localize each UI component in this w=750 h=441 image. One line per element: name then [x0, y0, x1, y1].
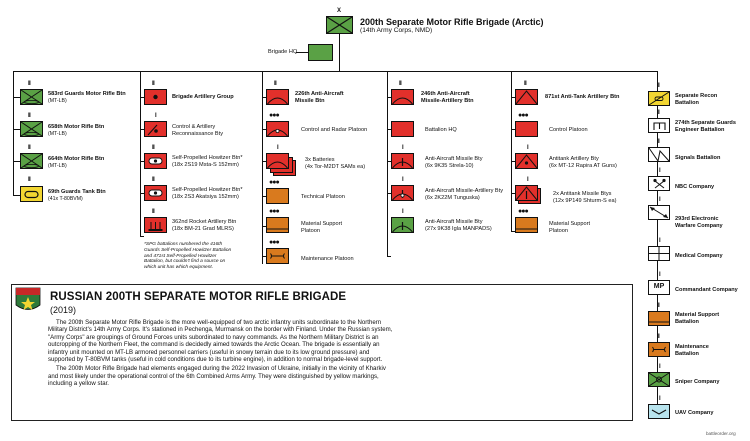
- ew-arrow-icon: [649, 206, 671, 221]
- echelon-coy: I: [659, 168, 661, 174]
- shield-insignia-icon: [15, 287, 41, 315]
- supply-bar-icon: [649, 312, 671, 327]
- wrench-icon: [649, 343, 671, 358]
- mp-code: MP: [653, 283, 665, 290]
- commandant-coy-symbol: [648, 280, 670, 295]
- unit-label: 658th Motor Rifle Btn (MT-LB): [48, 124, 105, 137]
- signals-lightning-icon: [649, 148, 671, 163]
- echelon-btn: II: [28, 145, 31, 151]
- antitank-missile-icon: [516, 186, 539, 202]
- engineer-bridge-icon: [649, 119, 671, 134]
- brigade-echelon: X: [337, 8, 341, 14]
- unit-label: 3x Batteries (4x Tor-M2DT SAMs ea): [305, 157, 366, 170]
- unit-label: 226th Anti-Aircraft Missile Btn: [295, 91, 344, 104]
- medical-coy-symbol: [648, 246, 670, 261]
- unit-label: Control Platoon: [549, 127, 588, 133]
- antitank-gun-icon: [516, 154, 539, 170]
- echelon-plt: ●●●: [518, 208, 528, 215]
- air-defense-icon: [267, 90, 290, 106]
- echelon-plt: ●●●: [269, 239, 279, 246]
- echelon-coy: I: [402, 209, 404, 215]
- at-missile-btys-symbol: [515, 185, 538, 201]
- echelon-coy: I: [659, 364, 661, 370]
- echelon-btn: II: [274, 81, 277, 87]
- echelon-coy: I: [155, 113, 157, 119]
- info-title: RUSSIAN 200TH SEPARATE MOTOR RIFLE BRIGADE: [50, 291, 347, 303]
- unit-label: 583rd Guards Motor Rifle Btn (MT-LB): [48, 91, 126, 104]
- echelon-btn: II: [28, 81, 31, 87]
- brigade-hq-label: Brigade HQ: [268, 49, 298, 55]
- at-material-support-symbol: [515, 217, 538, 233]
- material-support-btn-symbol: [648, 311, 670, 326]
- maintenance-btn-symbol: [648, 342, 670, 357]
- echelon-plt: ●●●: [518, 112, 528, 119]
- uav-wing-icon: [649, 405, 671, 420]
- aa-missile-artillery-btn-246-symbol: [391, 89, 414, 105]
- sp-howitzer-btn-2s19-symbol: [144, 153, 167, 169]
- antitank-btn-871-symbol: [515, 89, 538, 105]
- unit-label: Separate Recon Battalion: [675, 93, 718, 106]
- echelon-plt: ●●●: [269, 208, 279, 215]
- sp-howitzer-icon: [145, 186, 168, 202]
- unit-label: 2x Antitank Missile Btys (12x 9P149 Shturm-S ea): [553, 191, 617, 204]
- echelon-btn: II: [657, 334, 660, 340]
- unit-label: Material Support Battalion: [675, 312, 720, 325]
- echelon-btn: II: [657, 303, 660, 309]
- echelon-coy: I: [527, 145, 529, 151]
- unit-label: 293rd Electronic Warfare Company: [675, 216, 723, 229]
- unit-label: Control and Radar Platoon: [301, 127, 368, 133]
- footer-credit: battleorder.org: [706, 431, 736, 436]
- brigade-hq-symbol: [308, 44, 333, 61]
- sp-howitzer-btn-2s3-symbol: [144, 185, 167, 201]
- supply-bar-icon: [516, 218, 539, 234]
- unit-label: 871st Anti-Tank Artillery Btn: [545, 94, 620, 100]
- artillery-dot-icon: [145, 90, 168, 106]
- echelon-plt: ●●●: [269, 179, 279, 186]
- echelon-btn: II: [657, 139, 660, 145]
- echelon-coy: I: [402, 177, 404, 183]
- echelon-btn: II: [524, 81, 527, 87]
- manpads-icon: [392, 218, 415, 234]
- unit-label: Anti-Aircraft Missile Bty (6x 9K35 Strela-10): [425, 156, 483, 169]
- unit-label: Medical Company: [675, 253, 723, 259]
- echelon-coy: I: [659, 238, 661, 244]
- unit-label: 246th Anti-Aircraft Missile-Artillery Btn: [421, 91, 474, 104]
- nbc-coy-symbol: [648, 176, 670, 191]
- strela-bty-symbol: [391, 153, 414, 169]
- unit-label: Antitank Artillery Bty (6x MT-12 Rapira AT Guns): [549, 156, 617, 169]
- echelon-coy: I: [659, 197, 661, 203]
- info-year: (2019): [50, 305, 77, 315]
- spg-footnote: *SPG battalions numbered the 416th Guards Self-Propelled Howitzer Battalion and 471st Self-Propelled Howitzer Battalion, but couldn't find a source on which unit has which equipment.: [144, 242, 232, 271]
- air-defense-icon: [392, 90, 415, 106]
- nbc-retort-icon: [649, 177, 671, 192]
- echelon-btn: II: [28, 113, 31, 119]
- echelon-btn: II: [657, 110, 660, 116]
- control-radar-platoon-symbol: [266, 121, 289, 137]
- unit-label: Material Support Platoon: [301, 221, 343, 234]
- echelon-btn: II: [28, 177, 31, 183]
- info-paragraph: The 200th Separate Motor Rifle Brigade is the more well-equipped of two arctic infantry units subordinate to the Northern Military District's 14th Army Corps. It's stationed in Pechenga, Murmansk on the border with Finland. Under the Russian system, "Army Corps" are groupings of Ground Forces units subordinated to navy commands. As the Northern Military District is an outcropping of the Northern Fleet, the command is decidedly aimed towards the Arctic Ocean. The brigade is essentially an infantry unit mounted on MT-LB armored personnel carriers (useful in snowy terrain due to its low ground pressure) and supported by T-80BVM tanks (useful in cold conditions due to its turbine engine), in addition to normal brigade-level support.: [48, 319, 393, 364]
- unit-label: NBC Company: [675, 184, 715, 190]
- supply-bar-icon: [267, 218, 290, 234]
- recon-btn-symbol: [648, 91, 670, 106]
- uav-coy-symbol: [648, 404, 670, 419]
- unit-label: Signals Battalion: [675, 155, 721, 161]
- motor-rifle-btn-583-symbol: [20, 89, 43, 105]
- maintenance-platoon-symbol: [266, 248, 289, 264]
- unit-label: Sniper Company: [675, 379, 720, 385]
- missile-icon: [392, 154, 415, 170]
- material-support-platoon-symbol: [266, 217, 289, 233]
- echelon-plt: ●●●: [269, 112, 279, 119]
- unit-label: Control & Artillery Reconnaissance Bty: [172, 124, 223, 137]
- missile-gun-icon: [392, 186, 415, 202]
- infantry-cross-icon: [21, 90, 44, 106]
- unit-label: Commandant Company: [675, 287, 738, 293]
- unit-label: Battalion HQ: [425, 127, 457, 133]
- unit-label: 664th Motor Rifle Btn (MT-LB): [48, 156, 105, 169]
- igla-bty-symbol: [391, 217, 414, 233]
- echelon-coy: I: [277, 145, 279, 151]
- aa-battalion-hq-symbol: [391, 121, 414, 137]
- ew-coy-symbol: [648, 205, 670, 220]
- artillery-recon-icon: [145, 122, 168, 138]
- echelon-btn: II: [152, 177, 155, 183]
- tank-track-icon: [21, 187, 44, 203]
- aa-missile-btn-226-symbol: [266, 89, 289, 105]
- unit-label: 362nd Rocket Artillery Btn (18x BM-21 Grad MLRS): [172, 219, 237, 232]
- tunguska-bty-symbol: [391, 185, 414, 201]
- unit-label: Self-Propelled Howitzer Btn* (18x 2S3 Akatsiya 152mm): [172, 187, 243, 200]
- air-defense-icon: [267, 154, 290, 170]
- signals-btn-symbol: [648, 147, 670, 162]
- medical-cross-icon: [649, 247, 671, 262]
- at-artillery-bty-symbol: [515, 153, 538, 169]
- antitank-chevron-icon: [516, 90, 539, 106]
- echelon-btn: II: [657, 83, 660, 89]
- artillery-group-symbol: [144, 89, 167, 105]
- brigade-subtitle: (14th Army Corps, NMD): [360, 27, 433, 34]
- unit-label: Maintenance Battalion: [675, 344, 709, 357]
- unit-insignia: [15, 287, 41, 315]
- wrench-icon: [267, 249, 290, 265]
- artillery-recon-bty-symbol: [144, 121, 167, 137]
- unit-label: UAV Company: [675, 410, 714, 416]
- brigade-title: 200th Separate Motor Rifle Brigade (Arctic): [360, 17, 544, 27]
- unit-label: Self-Propelled Howitzer Btn* (18x 2S19 Msta-S 152mm): [172, 155, 243, 168]
- artillery-group-label: Brigade Artillery Group: [172, 94, 234, 100]
- tor-batteries-symbol: [266, 153, 289, 169]
- echelon-btn: II: [152, 209, 155, 215]
- sniper-coy-symbol: [648, 372, 670, 387]
- recon-slash-icon: [649, 92, 671, 107]
- echelon-btn: II: [152, 81, 155, 87]
- radar-icon: [267, 122, 290, 138]
- infantry-cross-icon: [21, 122, 44, 138]
- unit-label: 69th Guards Tank Btn (41x T-80BVM): [48, 189, 106, 202]
- rocket-artillery-btn-symbol: [144, 217, 167, 233]
- rocket-launcher-icon: [145, 218, 168, 234]
- echelon-coy: I: [659, 396, 661, 402]
- echelon-btn: II: [152, 145, 155, 151]
- echelon-coy: I: [659, 272, 661, 278]
- unit-label: Maintenance Platoon: [301, 256, 354, 262]
- brigade-symbol: [326, 16, 353, 34]
- info-paragraph: The 200th Motor Rifle Brigade had elements engaged during the 2022 Invasion of Ukraine, initially in the vicinity of Kharkiv and most likely under the operational control of the 6th Combined Arms Army. They were distinguished by yellow markings, including a yellow star.: [48, 365, 386, 388]
- unit-label: Technical Platoon: [301, 194, 345, 200]
- infantry-cross-icon: [327, 17, 354, 35]
- unit-label: 274th Separate Guards Engineer Battalion: [675, 120, 736, 133]
- engineer-btn-symbol: [648, 118, 670, 133]
- unit-label: Anti-Aircraft Missile-Artillery Bty (6x 2K22M Tunguska): [425, 188, 504, 201]
- echelon-btn: II: [399, 81, 402, 87]
- at-control-platoon-symbol: [515, 121, 538, 137]
- motor-rifle-btn-664-symbol: [20, 153, 43, 169]
- sp-howitzer-icon: [145, 154, 168, 170]
- unit-label: Anti-Aircraft Missile Bty (27x 9K38 Igla MANPADS): [425, 219, 492, 232]
- sniper-crosshair-icon: [649, 373, 671, 388]
- motor-rifle-btn-658-symbol: [20, 121, 43, 137]
- tank-btn-69-symbol: [20, 186, 43, 202]
- echelon-coy: I: [527, 177, 529, 183]
- unit-label: Material Support Platoon: [549, 221, 591, 234]
- infantry-cross-icon: [21, 154, 44, 170]
- technical-platoon-symbol: [266, 188, 289, 204]
- info-text: [48, 319, 393, 390]
- echelon-coy: I: [402, 145, 404, 151]
